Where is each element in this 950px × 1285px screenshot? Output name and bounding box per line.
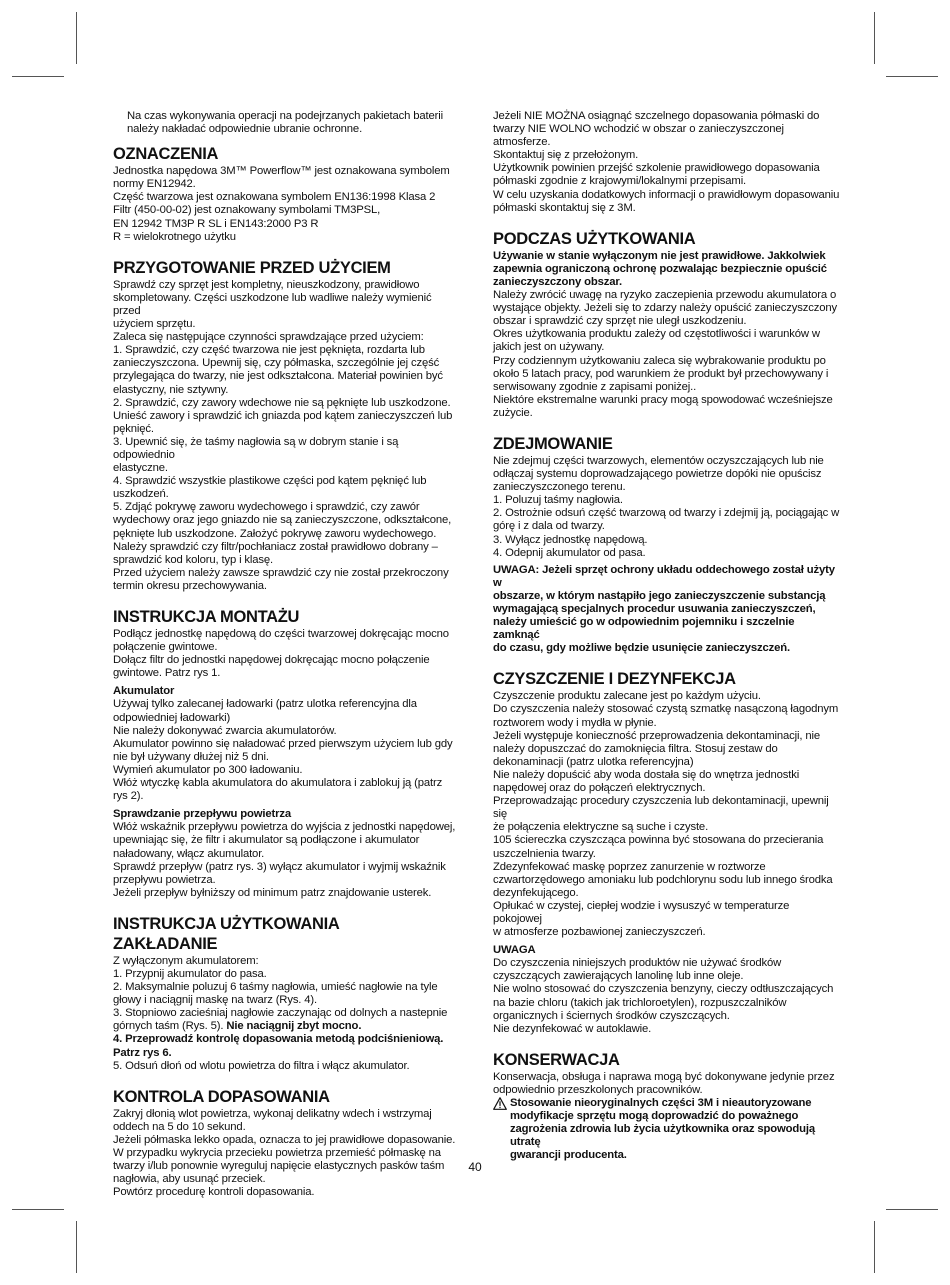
section-title-uzytkowanie: INSTRUKCJA UŻYTKOWANIA <box>113 914 340 933</box>
page-number: 40 <box>468 1160 482 1174</box>
warning-notice <box>493 1097 840 1162</box>
subsection-przeplyw: Włóż wskaźnik przepływu powietrza do wyjścia z jednostki napędowej, upewniając się, że filtr i akumulator są podłączone i akumulator naładowany, włącz akumulator. Sprawdź przepływ (patrz rys. 3) wyłącz akumulator i wyjmij wskaźnik przepływu powietrza. Jeżeli przepływ byłniższy od minimum patrz znajdowanie usterek. <box>113 821 456 899</box>
crop-mark <box>76 12 77 64</box>
section-title-przygotowanie: PRZYGOTOWANIE PRZED UŻYCIEM <box>113 258 391 277</box>
section-title-kontrola: KONTROLA DOPASOWANIA <box>113 1087 330 1106</box>
section-body-oznaczenia: Jednostka napędowa 3M™ Powerflow™ jest oznakowana symbolem normy EN12942. Część twarzowa jest oznakowana symbolem EN136:1998 Klasa 2 Filtr (450-00-02) jest oznakowany symbolami TM3PSL, EN 12942 TM3P R SL i EN143:2000 P3 R R = wielokrotnego użytku <box>113 165 450 243</box>
crop-mark <box>12 1209 64 1210</box>
crop-mark <box>12 76 64 77</box>
section-subtitle-zakladanie: ZAKŁADANIE <box>113 934 218 953</box>
section-title-oznaczenia: OZNACZENIA <box>113 145 219 164</box>
right-column <box>493 110 840 1162</box>
section-title-montaz: INSTRUKCJA MONTAŻU <box>113 608 300 626</box>
crop-mark <box>76 1221 77 1273</box>
section-body-podczas: Używanie w stanie wyłączonym nie jest prawidłowe. Jakkolwiek zapewnia ograniczoną ochronę pozwalając bezpiecznie opuścić zanieczyszczony obszar. Należy zwrócić uwagę na ryzyko zaczepienia przewodu akumulatora o wystające objekty. Jeżeli się to zdarzy należy opuścić zanieczyszczony obszar i sprawdzić czy sprzęt nie uległ uszkodzeniu. Okres użytkowania produktu zależy od częstotliwości i warunków w jakich jest on używany. Przy codziennym użytkowaniu zaleca się wybrakowanie produktu po około 5 latach pracy, pod warunkiem że produkt był przechowywany i serwisowany zgodnie z zapisami poniżej.. Niektóre ekstremalne warunki pracy mogą spowodować wcześniejsze zużycie. <box>493 249 838 419</box>
warning-text: Stosowanie nieoryginalnych części 3M i nieautoryzowane modyfikacje sprzętu mogą doprowadzić do poważnego zagrożenia zdrowia lub życia użytkownika oraz spowodują utratę gwarancji producenta. <box>510 1097 815 1162</box>
mixed-line: górnych taśm (Rys. 5). Nie naciągnij zbyt mocno. <box>113 1020 362 1033</box>
section-title-konserwacja: KONSERWACJA <box>493 1050 620 1069</box>
section-body-przygotowanie: Sprawdź czy sprzęt jest kompletny, nieuszkodzony, prawidłowo skompletowany. Części uszkodzone lub wadliwe należy wymienić przed użyciem sprzętu. Zaleca się następujące czynności sprawdzające przed użyciem: 1. Sprawdzić, czy część twarzowa nie jest pęknięta, rozdarta lub zanieczyszczona. Upewnij się, czy półmaska, szczególnie jej część przylegająca do twarzy, nie jest odkształcona. Materiał powinien być elastyczny, nie sztywny. 2. Sprawdzić, czy zawory wdechowe nie są pęknięte lub uszkodzone. Unieść zawory i sprawdzić ich gniazda pod kątem zanieczyszczeń lub pęknięć. 3. Upewnić się, że taśmy nagłowia są w dobrym stanie i są odpowiednio elastyczne. 4. Sprawdzić wszystkie plastikowe części pod kątem pęknięć lub uszkodzeń. 5. Zdjąć pokrywę zaworu wydechowego i sprawdzić, czy zawór wydechowy oraz jego gniazdo nie są zanieczyszczone, odkształcone, pęknięte lub uszkodzone. Założyć pokrywę zaworu wydechowego. Należy sprawdzić czy filtr/pochłaniacz został prawidłowo dobrany – sprawdzić kod koloru, typ i klasę. Przed użyciem należy zawsze sprawdzić czy nie został przekroczony termin okresu przechowywania. <box>113 278 453 592</box>
intro-note: Na czas wykonywania operacji na podejrzanych pakietach baterii należy nakładać odpowiednie ubranie ochronne. <box>127 110 443 136</box>
section-body-kontrola: Zakryj dłonią wlot powietrza, wykonaj delikatny wdech i wstrzymaj oddech na 5 do 10 sekund. Jeżeli półmaska lekko opada, oznacza to jej prawidłowe dopasowanie. W przypadku wykrycia przecieku powietrza przemieść półmaskę na twarzy i/lub ponownie wyreguluj napięcie elastycznych pasków taśm nagłowia, aby usunąć przeciek. Powtórz procedurę kontroli dopasowania. <box>113 1107 456 1199</box>
crop-mark <box>874 12 875 64</box>
crop-mark <box>874 1221 875 1273</box>
crop-mark <box>886 1209 938 1210</box>
section-title-zdejmowanie: ZDEJMOWANIE <box>493 434 613 453</box>
section-body-konserwacja: Konserwacja, obsługa i naprawa mogą być dokonywane jedynie przez odpowiednio przeszkolonych pracowników. <box>493 1070 835 1096</box>
section-body-czyszczenie: Czyszczenie produktu zalecane jest po każdym użyciu. Do czyszczenia należy stosować czystą szmatkę nasączoną łagodnym roztworem wody i mydła w płynie. Jeżeli występuje konieczność przeprowadzenia dekontaminacji, nie należy dopuszczać do zamoknięcia filtra. Stosuj zestaw do dekonaminacji (patrz ulotka referencyjna) Nie należy dopuścić aby woda dostała się do wnętrza jednostki napędowej oraz do połączeń elektrycznych. Przeprowadzając procedury czyszczenia lub dekontaminacji, upewnij się że połączenia elektryczne są suche i czyste. 105 ściereczka czyszcząca powinna być stosowana do przecierania uszczelnienia twarzy. Zdezynfekować maskę poprzez zanurzenie w roztworze czwartorzędowego amoniaku lub podchlorynu sodu lub innego środka dezynfekującego. Opłukać w czystej, ciepłej wodzie i wysuszyć w temperaturze pokojowej w atmosferze pozbawionej zanieczyszczeń. <box>493 690 839 939</box>
uwaga-contamination: UWAGA: Jeżeli sprzęt ochrony układu oddechowego został użyty w obszarze, w którym nastąpiło jego zanieczyszczenie substancją wymagającą specjalnych procedur usuwania zanieczyszczeń, należy umieścić go w odpowiednim pojemniku i szczelnie zamknąć do czasu, gdy możliwe będzie usunięcie zanieczyszczeń. <box>493 563 835 655</box>
fit-notice: Jeżeli NIE MOŻNA osiągnąć szczelnego dopasowania półmaski do twarzy NIE WOLNO wchodzić w obszar o zanieczyszczonej atmosferze. Skontaktuj się z przełożonym. Użytkownik powinien przejść szkolenie prawidłowego dopasowania półmaski zgodnie z krajowymi/lokalnymi przepisami. W celu uzyskania dodatkowych informacji o prawidłowym dopasowaniu półmaski skontaktuj się z 3M. <box>493 110 840 214</box>
subheading-uwaga: UWAGA <box>493 944 536 957</box>
subsection-uwaga: Do czyszczenia niniejszych produktów nie używać środków czyszczących zawierających lanolinę lub inne oleje. Nie wolno stosować do czyszczenia benzyny, cieczy odtłuszczających na bazie chloru (takich jak trichloroetylen), rozpuszczalników organicznych i ściernych środków czyszczących. Nie dezynfekować w autoklawie. <box>493 957 834 1035</box>
section-body-zdejmowanie: Nie zdejmuj części twarzowych, elementów oczyszczających lub nie odłączaj systemu doprowadzającego powietrze dopóki nie opuścisz zanieczyszczonego terenu. 1. Poluzuj taśmy nagłowia. 2. Ostrożnie odsuń część twarzową od twarzy i zdejmij ją, pociągając w górę i z dala od twarzy. 3. Wyłącz jednostkę napędową. 4. Odepnij akumulator od pasa. <box>493 454 840 559</box>
section-title-czyszczenie: CZYSZCZENIE I DEZYNFEKCJA <box>493 670 736 689</box>
crop-mark <box>886 76 938 77</box>
left-column <box>113 110 458 1199</box>
subsection-akumulator: Używaj tylko zalecanej ładowarki (patrz ulotka referencyjna dla odpowiedniej ładowarki) Nie należy dokonywać zwarcia akumulatorów. Akumulator powinno się naładować przed pierwszym użyciem lub gdy nie był używany dłużej niż 5 dni. Wymień akumulator po 300 ładowaniu. Włóż wtyczkę kabla akumulatora do akumulatora i zablokuj ją (patrz rys 2). <box>113 698 453 803</box>
section-body-uzytkowanie: Z wyłączonym akumulatorem: 1. Przypnij akumulator do pasa. 2. Maksymalnie poluzuj 6 taśmy nagłowia, umieść nagłowie na tyle głowy i naciągnij maskę na twarz (Rys. 4). 3. Stopniowo zacieśniaj nagłowie zaczynając od dolnych a nastepnie górnych taśm (Rys. 5). Nie naciągnij zbyt mocno. 4. Przeprowadź kontrolę dopasowania metodą podciśnieniową. Patrz rys 6. 5. Odsuń dłoń od wlotu powietrza do filtra i włącz akumulator. <box>113 955 458 1073</box>
subheading-akumulator: Akumulator <box>113 685 175 698</box>
section-body-montaz: Podłącz jednostkę napędową do części twarzowej dokręcając mocno połączenie gwintowe. Dołącz filtr do jednostki napędowej dokręcając mocno połączenie gwintowe. Patrz rys 1. <box>113 628 449 680</box>
warning-triangle-icon <box>493 1097 507 1110</box>
section-title-podczas: PODCZAS UŻYTKOWANIA <box>493 229 696 248</box>
subheading-przeplyw: Sprawdzanie przepływu powietrza <box>113 808 292 821</box>
